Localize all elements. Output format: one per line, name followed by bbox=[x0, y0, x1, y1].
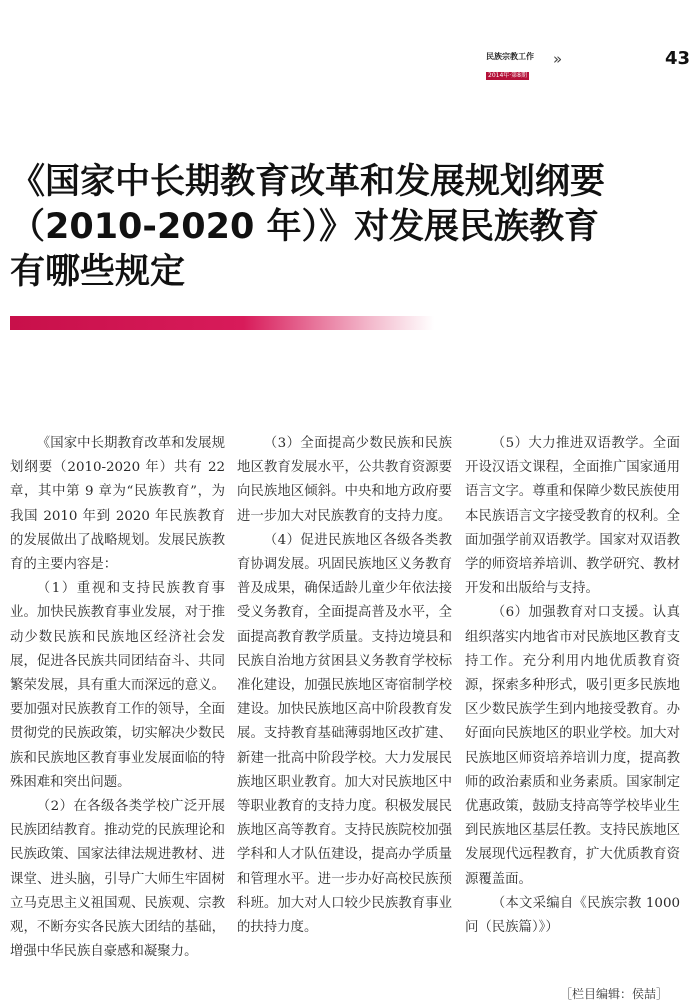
title-line-3: 有哪些规定 bbox=[10, 252, 186, 292]
text-column-2 bbox=[237, 432, 452, 940]
paragraph: （2）在各级各类学校广泛开展民族团结教育。推动党的民族理论和民族政策、国家法律法规进教材、进课堂、进头脑，引导广大师生牢固树立马克思主义祖国观、民族观、宗教观，不断夯实各民族大团结的基础，增强中华民族自豪感和凝聚力。 bbox=[10, 799, 225, 960]
paragraph: （5）大力推进双语教学。全面开设汉语文课程，全面推广国家通用语言文字。尊重和保障少数民族使用本民族语言文字接受教育的权利。全面加强学前双语教学。国家对双语教学的师资培养培训、教学研究、教材开发和出版给与支持。 bbox=[465, 436, 680, 597]
editor-credit: ［栏目编辑：侯喆］ bbox=[560, 987, 669, 1001]
page-number: 43 bbox=[665, 48, 691, 69]
paragraph: （6）加强教育对口支援。认真组织落实内地省市对民族地区教育支持工作。充分利用内地优质教育资源，探索多种形式，吸引更多民族地区少数民族学生到内地接受教育。办好面向民族地区的职业学校。加大对民族地区师资培养培训力度，提高教师的政治素质和业务素质。国家制定优惠政策，鼓励支持高等学校毕业生到民族地区基层任教。支持民族地区发展现代远程教育，扩大优质教育资源覆盖面。 bbox=[465, 605, 680, 887]
source-note: （本文采编自《民族宗教 1000 问（民族篇）》） bbox=[465, 895, 680, 936]
magazine-name: 民族宗教工作 bbox=[486, 52, 534, 61]
paragraph: （3）全面提高少数民族和民族地区教育发展水平，公共教育资源要向民族地区倾斜。中央和地方政府要进一步加大对民族教育的支持力度。 bbox=[237, 436, 452, 524]
chevron-right-icon: » bbox=[553, 50, 559, 68]
text-column-3 bbox=[465, 432, 680, 940]
text-column-1 bbox=[10, 432, 225, 964]
magazine-header bbox=[486, 52, 542, 81]
paragraph: 《国家中长期教育改革和发展规划纲要（2010-2020 年）共有 22 章，其中第 9 章为“民族教育”，为我国 2010 年到 2020 年民族教育的发展做出了战略规划。发展民族教育的主要内容是： bbox=[10, 436, 225, 573]
title-line-2: （2010-2020 年）》对发展民族教育 bbox=[10, 207, 600, 247]
title-line-1: 《国家中长期教育改革和发展规划纲要 bbox=[10, 162, 606, 202]
article-title bbox=[10, 160, 690, 295]
paragraph: （4）促进民族地区各级各类教育协调发展。巩固民族地区义务教育普及成果，确保适龄儿童少年依法接受义务教育，全面提高普及水平，全面提高教育教学质量。支持边境县和民族自治地方贫困县义务教育学校标准化建设，加强民族地区寄宿制学校建设。加快民族地区高中阶段教育发展。支持教育基础薄弱地区改扩建、新建一批高中阶段学校。大力发展民族地区职业教育。加大对民族地区中等职业教育的支持力度。积极发展民族地区高等教育。支持民族院校加强学科和人才队伍建设，提高办学质量和管理水平。进一步办好高校民族预科班。加大对人口较少民族教育事业的扶持力度。 bbox=[237, 532, 452, 936]
paragraph: （1）重视和支持民族教育事业。加快民族教育事业发展，对于推动少数民族和民族地区经济社会发展，促进各民族共同团结奋斗、共同繁荣发展，具有重大而深远的意义。要加强对民族教育工作的领导，全面贯彻党的民族政策，切实解决少数民族和民族地区教育事业发展面临的特殊困难和突出问题。 bbox=[10, 581, 225, 790]
issue-label: 2014年·第8期 bbox=[488, 72, 527, 79]
title-accent-bar bbox=[10, 316, 434, 330]
